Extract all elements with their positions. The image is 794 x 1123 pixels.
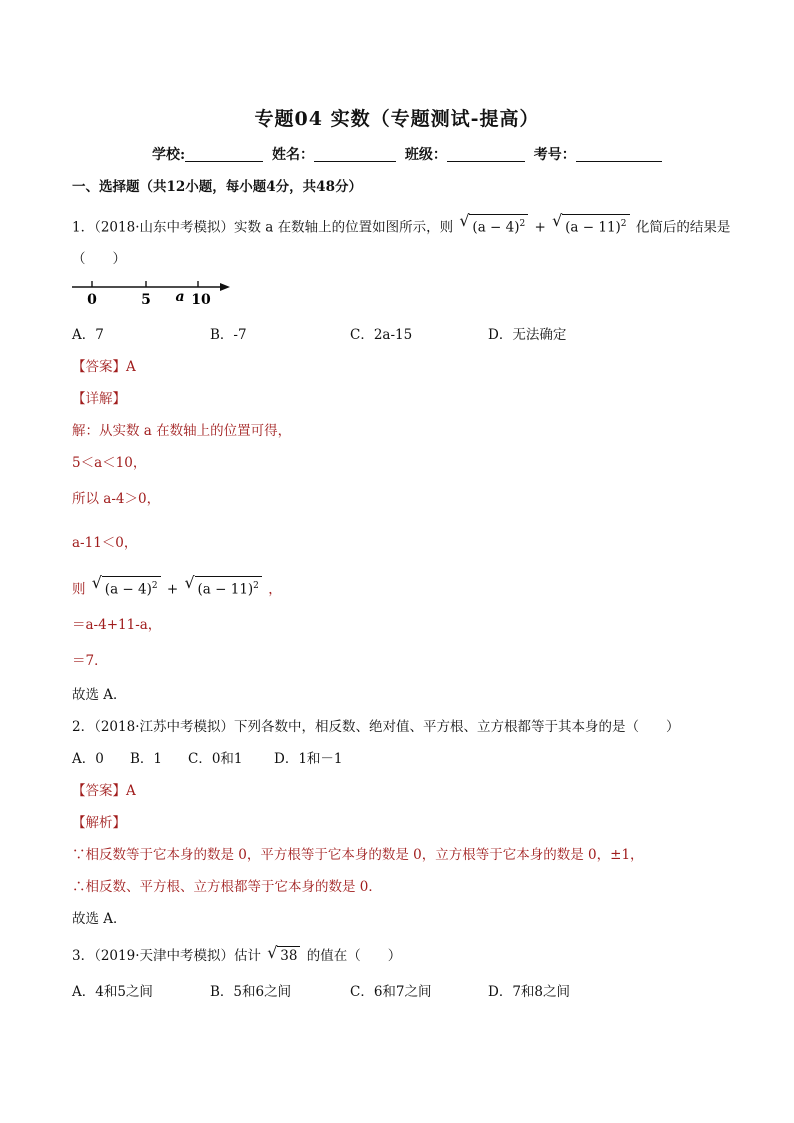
q1-option-a[interactable]: A．7 — [72, 327, 104, 343]
label-a: a — [175, 289, 185, 305]
q1-conclusion: 故选 A． — [72, 687, 127, 703]
q2-answer: 【答案】A — [72, 783, 136, 799]
q1-then-plus: + — [166, 581, 179, 598]
q3-stem — [72, 943, 402, 965]
q1-sqrt-1: √ $(a - 4)^2$ — [459, 214, 528, 237]
q2-options — [72, 750, 343, 768]
q1-then-sqrt-2: √ $(a - 11)^2$ — [185, 576, 262, 599]
q1-plus: + — [534, 219, 546, 236]
class-label: 班级： — [404, 147, 447, 163]
q2-option-c[interactable]: C．0和1 — [188, 751, 243, 767]
q2-analysis-line-1: ∵相反数等于它本身的数是 0，平方根等于它本身的数是 0，立方根等于它本身的数是 0，±1， — [72, 847, 644, 863]
section-heading: 一、选择题（共12小题，每小题4分，共48分） — [72, 179, 362, 195]
q3-option-b[interactable]: B．5和6之间 — [210, 984, 292, 1000]
q3-option-d[interactable]: D．7和8之间 — [488, 984, 571, 1000]
q1-step-2: 5＜a＜10， — [72, 455, 147, 471]
q1-expr-1: (a − 4) — [472, 219, 520, 236]
q1-answer: 【答案】A — [72, 359, 136, 375]
q1-stem — [72, 211, 731, 237]
student-info-line — [152, 144, 666, 164]
q3-stem-start: 3．（2019·天津中考模拟）估计 — [72, 948, 261, 964]
q2-analysis-line-2: ∴相反数、平方根、立方根都等于它本身的数是 0． — [72, 879, 382, 895]
q3-option-a[interactable]: A．4和5之间 — [72, 984, 153, 1000]
q1-exp-2: 2 — [620, 219, 627, 229]
q1-option-d[interactable]: D．无法确定 — [488, 327, 567, 343]
q1-then-expr-2: (a − 11) — [197, 581, 254, 598]
q1-then-expr-1: (a − 4) — [104, 581, 152, 598]
name-blank[interactable] — [314, 147, 396, 162]
label-10: 10 — [191, 292, 211, 308]
q1-then-exp-2: 2 — [253, 581, 259, 591]
q1-then-word: 则 — [72, 581, 86, 598]
exam-number-label: 考号： — [533, 147, 576, 163]
exam-number-blank[interactable] — [576, 147, 662, 162]
q1-paren: （ ） — [72, 251, 126, 267]
q1-option-b[interactable]: B．-7 — [210, 327, 247, 343]
q1-exp-1: 2 — [519, 219, 526, 229]
q3-stem-end: 的值在（ ） — [306, 948, 402, 964]
q1-then-exp-1: 2 — [151, 581, 158, 591]
q1-then-sqrt-1: √ $(a - 4)^2$ — [92, 576, 161, 599]
q2-analysis-tag: 【解析】 — [72, 815, 126, 831]
q1-step-1: 解：从实数 a 在数轴上的位置可得， — [72, 423, 292, 439]
q1-step-4: a-11＜0， — [72, 535, 138, 551]
q1-number-line — [70, 278, 240, 308]
number-line-arrow — [220, 283, 230, 291]
q3-options — [72, 983, 570, 1001]
page-title: 专题04 实数（专题测试-提高） — [254, 108, 540, 130]
q1-step-then — [72, 573, 282, 599]
q3-sqrt: √ 38 — [267, 946, 300, 965]
name-label: 姓名： — [272, 147, 315, 163]
class-blank[interactable] — [447, 147, 525, 162]
q1-step-6: ＝7． — [72, 653, 108, 669]
q1-stem-end: 化简后的结果是 — [635, 219, 731, 236]
q2-option-a[interactable]: A．0 — [72, 751, 104, 767]
q2-stem: 2．（2018·江苏中考模拟）下列各数中，相反数、绝对值、平方根、立方根都等于其本身的是（ ） — [72, 719, 680, 735]
label-0: 0 — [87, 292, 97, 308]
q1-expr-2: (a − 11) — [565, 219, 621, 236]
q1-sqrt-2: √ $(a - 11)^2$ — [552, 214, 629, 237]
q2-conclusion: 故选 A． — [72, 911, 127, 927]
q1-option-c[interactable]: C．2a-15 — [350, 327, 413, 343]
q3-radicand: 38 — [277, 946, 300, 965]
q1-options — [72, 326, 566, 344]
q1-step-5: ＝a-4+11-a， — [72, 617, 162, 633]
school-label: 学校: — [152, 147, 186, 163]
label-5: 5 — [141, 292, 151, 308]
q1-detail-tag: 【详解】 — [72, 391, 126, 407]
q3-option-c[interactable]: C．6和7之间 — [350, 984, 432, 1000]
q2-option-d[interactable]: D．1和－1 — [274, 751, 343, 767]
q1-then-comma: ， — [268, 581, 282, 598]
q1-step-3: 所以 a-4＞0， — [72, 491, 161, 507]
q1-stem-start: 1．（2018·山东中考模拟）实数 a 在数轴上的位置如图所示，则 — [72, 219, 454, 236]
school-blank[interactable] — [185, 147, 263, 162]
q2-option-b[interactable]: B．1 — [130, 751, 163, 767]
